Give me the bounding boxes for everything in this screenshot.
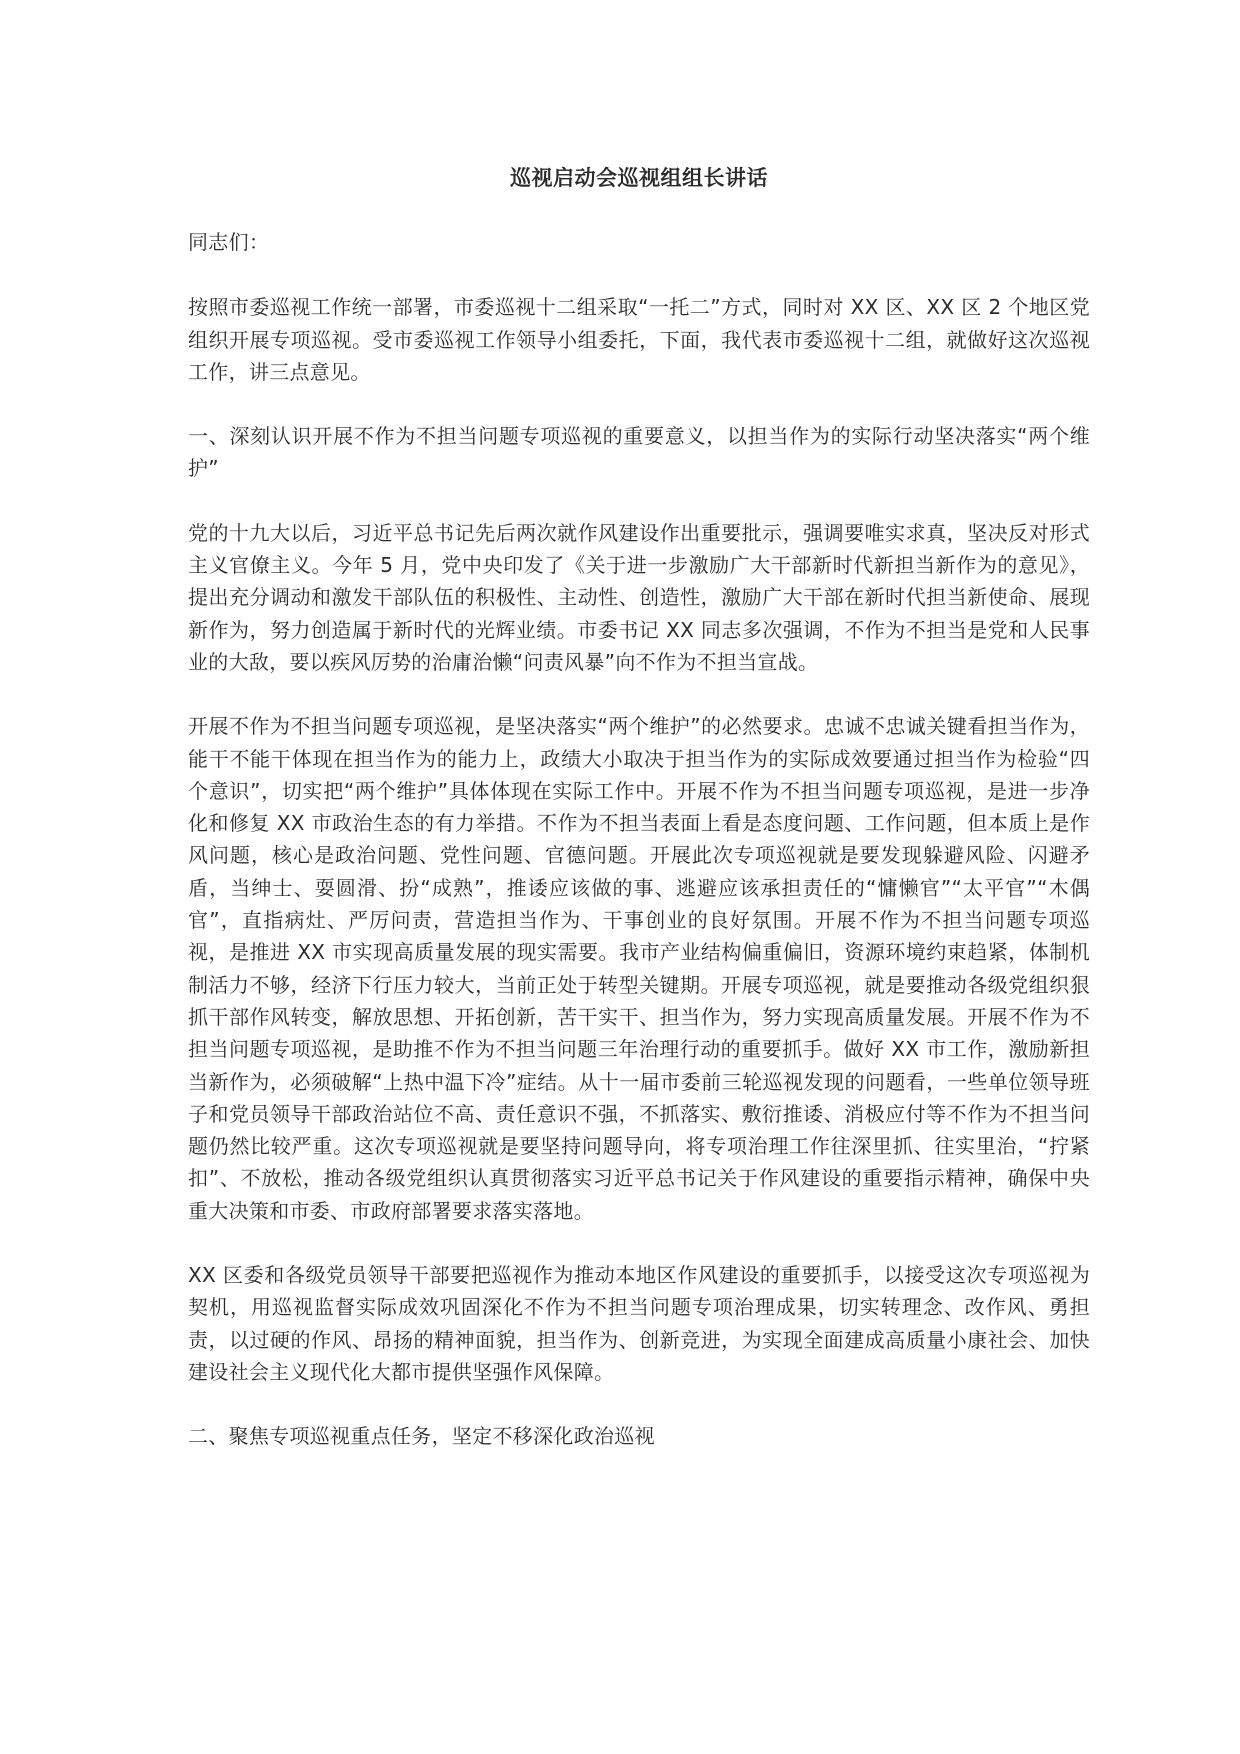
document-body (188, 162, 1090, 1485)
document-title: 巡视启动会巡视组组长讲话 (510, 166, 768, 190)
section-heading-1: 一、深刻认识开展不作为不担当问题专项巡视的重要意义，以担当作为的实际行动坚决落实“两个维护” (188, 424, 1090, 481)
section-heading-2: 二、聚焦专项巡视重点任务，坚定不移深化政治巡视 (188, 1424, 655, 1449)
paragraph-background: 党的十九大以后，习近平总书记先后两次就作风建设作出重要批示，强调要唯实求真，坚决反对形式主义官僚主义。今年 5 月，党中央印发了《关于进一步激励广大干部新时代新担当新作为的意见》，提出充分调动和激发干部队伍的积极性、主动性、创造性，激励广大干部在新时代担当新使命、展现新作为，努力创造属于新时代的光辉业绩。市委书记 XX 同志多次强调，不作为不担当是党和人民事业的大敌，要以疾风厉势的治庸治懒“问责风暴”向不作为不担当宣战。 (188, 520, 1090, 674)
salutation: 同志们： (188, 230, 270, 254)
paragraph-significance: 开展不作为不担当问题专项巡视，是坚决落实“两个维护”的必然要求。忠诚不忠诚关键看担当作为，能干不能干体现在担当作为的能力上，政绩大小取决于担当作为的实际成效要通过担当作为检验“四个意识”，切实把“两个维护”具体体现在实际工作中。开展不作为不担当问题专项巡视，是进一步净化和修复 XX 市政治生态的有力举措。不作为不担当表面上看是态度问题、工作问题，但本质上是作风问题，核心是政治问题、党性问题、官德问题。开展此次专项巡视就是要发现躲避风险、闪避矛盾，当绅士、耍圆滑、扮“成熟”，推诿应该做的事、逃避应该承担责任的“慵懒官”“太平官”“木偶官”，直指病灶、严厉问责，营造担当作为、干事创业的良好氛围。开展不作为不担当问题专项巡视，是推进 XX 市实现高质量发展的现实需要。我市产业结构偏重偏旧，资源环境约束趋紧，体制机制活力不够，经济下行压力较大，当前正处于转型关键期。开展专项巡视，就是要推动各级党组织狠抓干部作风转变，解放思想、开拓创新，苦干实干、担当作为，努力实现高质量发展。开展不作为不担当问题专项巡视，是助推不作为不担当问题三年治理行动的重要抓手。做好 XX 市工作，激励新担当新作为，必须破解“上热中温下冷”症结。从十一届市委前三轮巡视发现的问题看，一些单位领导班子和党员领导干部政治站位不高、责任意识不强，不抓落实、敷衍推诿、消极应付等不作为不担当问题仍然比较严重。这次专项巡视就是要坚持问题导向，将专项治理工作往深里抓、往实里治，“拧紧扣”、不放松，推动各级党组织认真贯彻落实习近平总书记关于作风建设的重要指示精神，确保中央重大决策和市委、市政府部署要求落实落地。 (188, 714, 1090, 1223)
paragraph-intro: 按照市委巡视工作统一部署，市委巡视十二组采取“一托二”方式，同时对 XX 区、XX 区 2 个地区党组织开展专项巡视。受市委巡视工作领导小组委托，下面，我代表市委巡视十二组，就做好这次巡视工作，讲三点意见。 (188, 295, 1090, 384)
paragraph-district-requirements: XX 区委和各级党员领导干部要把巡视作为推动本地区作风建设的重要抓手，以接受这次专项巡视为契机，用巡视监督实际成效巩固深化不作为不担当问题专项治理成果，切实转理念、改作风、勇担责，以过硬的作风、昂扬的精神面貌，担当作为、创新竞进，为实现全面建成高质量小康社会、加快建设社会主义现代化大都市提供坚强作风保障。 (188, 1263, 1090, 1384)
